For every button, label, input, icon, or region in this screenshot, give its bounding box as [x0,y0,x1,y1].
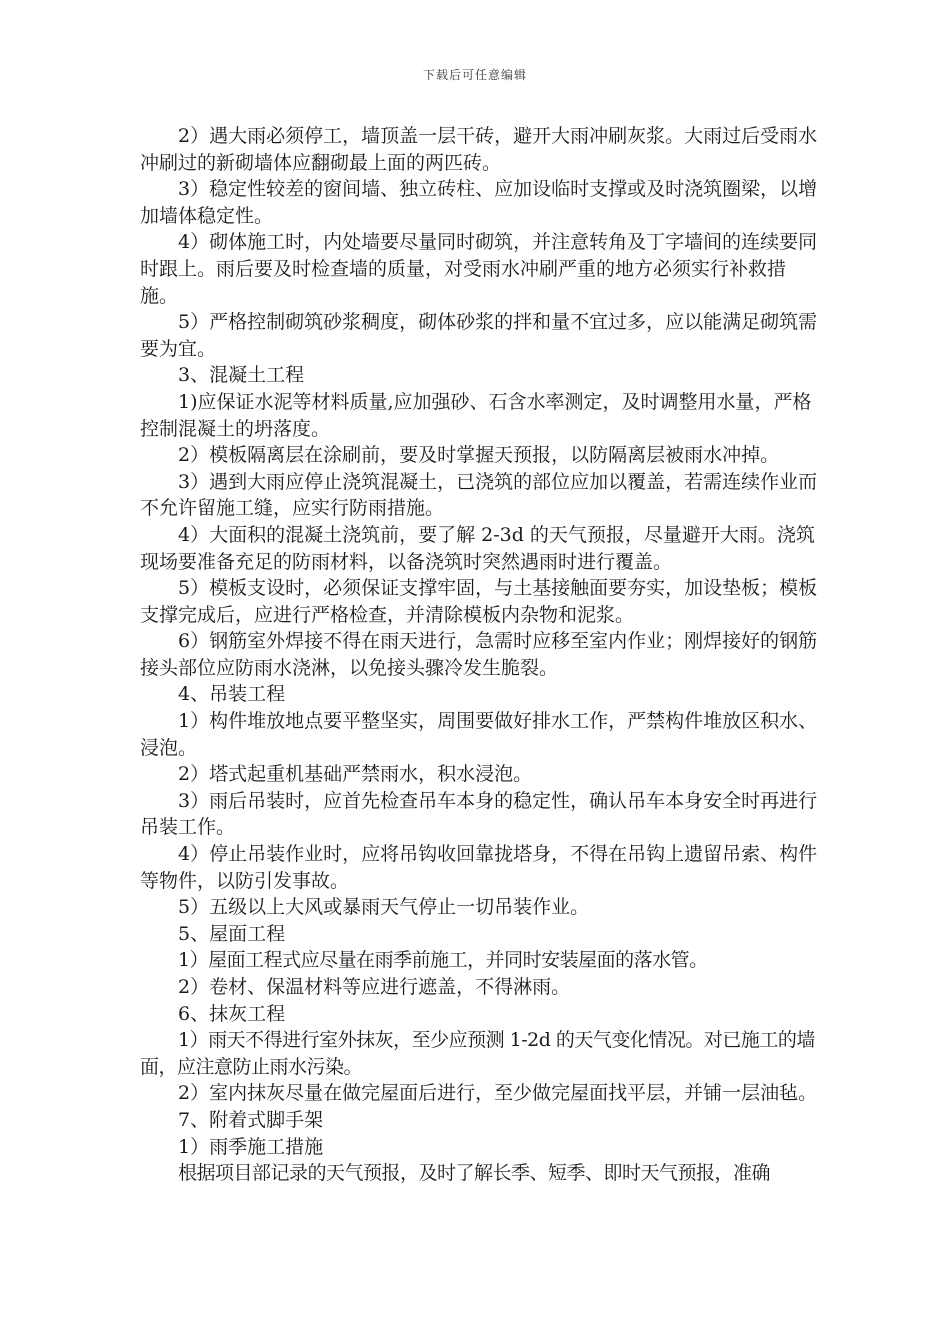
paragraph: 2）卷材、保温材料等应进行遮盖，不得淋雨。 [178,976,571,998]
paragraph: 5）严格控制砌筑砂浆稠度，砌体砂浆的拌和量不宜过多，应以能满足砌筑需要为宜。 [140,311,818,360]
section-heading: 7、附着式脚手架 [178,1108,324,1131]
paragraph: 2）塔式起重机基础严禁雨水，积水浸泡。 [178,763,533,786]
paragraph: 6）钢筋室外焊接不得在雨天进行，急需时应移至室内作业；刚焊接好的钢筋接头部位应防雨水浇淋，以免接头骤冷发生脆裂。 [140,630,818,679]
section-heading: 5、屋面工程 [178,922,286,945]
paragraph: 2）室内抹灰尽量在做完屋面后进行，至少做完屋面找平层，并铺一层油毡。 [178,1082,818,1105]
subsection-heading: 1）雨季施工措施 [178,1135,324,1158]
paragraph: 5）五级以上大风或暴雨天气停止一切吊装作业。 [178,896,590,919]
paragraph: 4）砌体施工时，内处墙要尽量同时砌筑，并注意转角及丁字墙间的连续要同时跟上。雨后要及时检查墙的质量，对受雨水冲刷严重的地方必须实行补救措施。 [140,231,818,307]
paragraph: 1）构件堆放地点要平整坚实，周围要做好排水工作，严禁构件堆放区积水、浸泡。 [140,710,818,759]
page-header: 下载后可任意编辑 [422,68,527,82]
paragraph: 5）模板支设时，必须保证支撑牢固，与土基接触面要夯实，加设垫板；模板支撑完成后，应进行严格检查，并清除模板内杂物和泥浆。 [140,577,818,626]
paragraph: 1）雨天不得进行室外抹灰，至少应预测 1-2d 的天气变化情况。对已施工的墙面，应注意防止雨水污染。 [140,1029,815,1078]
section-heading: 6、抹灰工程 [178,1002,286,1025]
section-heading: 3、混凝土工程 [178,364,305,387]
paragraph: 1)应保证水泥等材料质量,应加强砂、石含水率测定，及时调整用水量，严格控制混凝土的坍落度。 [140,390,812,440]
paragraph: 2）模板隔离层在涂刷前，要及时掌握天预报，以防隔离层被雨水冲掉。 [178,444,780,467]
paragraph: 4）大面积的混凝土浇筑前，要了解 2-3d 的天气预报，尽量避开大雨。浇筑现场要准备充足的防雨材料，以备浇筑时突然遇雨时进行覆盖。 [140,523,815,573]
section-heading: 4、吊装工程 [178,683,286,706]
paragraph: 根据项目部记录的天气预报，及时了解长季、短季、即时天气预报，准确 [178,1162,771,1185]
paragraph: 3）遇到大雨应停止浇筑混凝土，已浇筑的部位应加以覆盖，若需连续作业而不允许留施工缝，应实行防雨措施。 [140,470,818,520]
paragraph: 2）遇大雨必须停工，墙顶盖一层干砖，避开大雨冲刷灰浆。大雨过后受雨水冲刷过的新砌墙体应翻砌最上面的两匹砖。 [140,125,818,174]
paragraph: 3）雨后吊装时，应首先检查吊车本身的稳定性，确认吊车本身安全时再进行吊装工作。 [140,789,818,839]
paragraph: 1）屋面工程式应尽量在雨季前施工，并同时安装屋面的落水管。 [178,949,708,972]
document-body [140,123,820,1187]
paragraph: 3）稳定性较差的窗间墙、独立砖柱、应加设临时支撑或及时浇筑圈梁，以增加墙体稳定性。 [140,178,818,227]
paragraph: 4）停止吊装作业时，应将吊钩收回靠拢塔身，不得在吊钩上遗留吊索、构件等物件，以防引发事故。 [140,843,818,892]
